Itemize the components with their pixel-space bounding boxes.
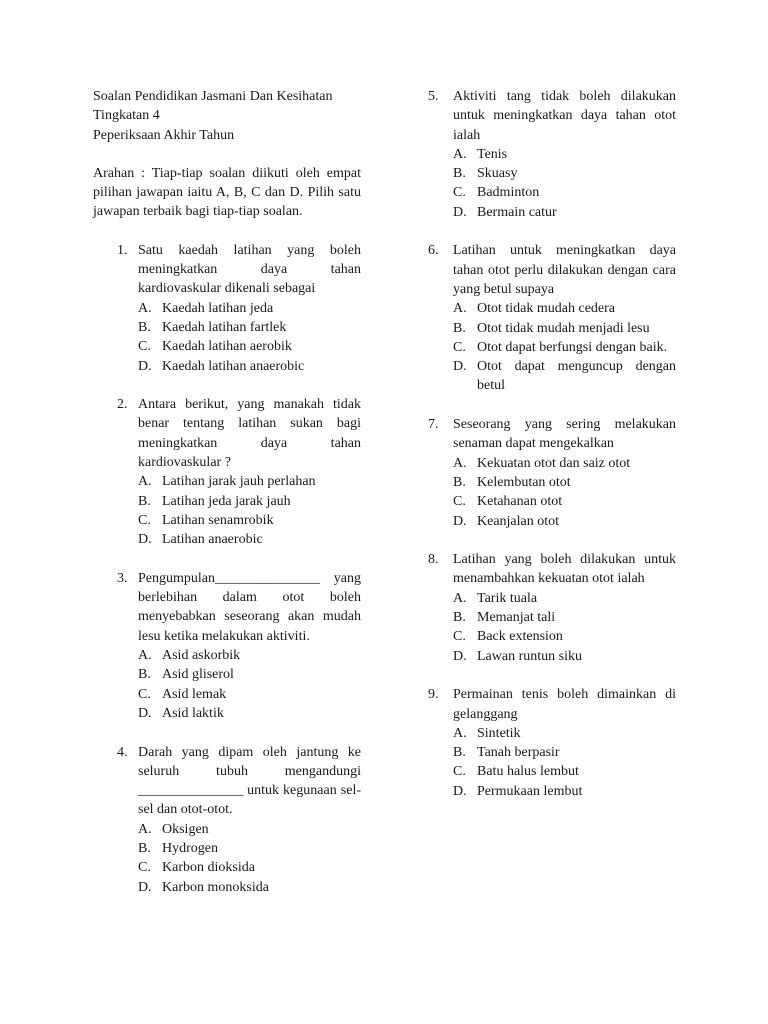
question-text: Pengumpulan_______________ yang berlebihan dalam otot boleh menyebabkan seseorang akan mudah lesu ketika melakukan aktiviti. bbox=[138, 570, 361, 644]
option-d[interactable] bbox=[138, 878, 361, 897]
option-letter: D. bbox=[453, 513, 467, 529]
option-text: Back extension bbox=[477, 629, 563, 645]
option-c[interactable] bbox=[138, 511, 361, 530]
question-text: Permainan tenis boleh dimainkan di gelanggang bbox=[453, 687, 676, 722]
option-letter: C. bbox=[453, 339, 466, 355]
option-letter: A. bbox=[453, 146, 467, 162]
question-text: Seseorang yang sering melakukan senaman dapat mengekalkan bbox=[453, 417, 676, 452]
question-number: 4. bbox=[117, 744, 128, 760]
option-list bbox=[138, 820, 361, 897]
option-b[interactable] bbox=[138, 492, 361, 511]
option-list bbox=[453, 589, 676, 666]
option-d[interactable] bbox=[138, 704, 361, 723]
option-letter: D. bbox=[138, 358, 152, 374]
question-text: Aktiviti tang tidak boleh dilakukan untuk meningkatkan daya tahan otot ialah bbox=[453, 89, 676, 143]
option-d[interactable] bbox=[453, 512, 676, 531]
option-text: Latihan jarak jauh perlahan bbox=[162, 474, 316, 490]
option-text: Kaedah latihan anaerobic bbox=[162, 358, 305, 374]
option-d[interactable] bbox=[453, 782, 676, 801]
option-letter: D. bbox=[453, 204, 467, 220]
option-text: Otot dapat berfungsi dengan baik. bbox=[477, 339, 668, 355]
option-a[interactable] bbox=[138, 299, 361, 318]
question-text: Satu kaedah latihan yang boleh meningkatkan daya tahan kardiovaskular dikenali sebagai bbox=[138, 242, 361, 297]
option-d[interactable] bbox=[453, 647, 676, 666]
option-letter: B. bbox=[453, 166, 466, 182]
option-letter: C. bbox=[138, 512, 151, 528]
option-list bbox=[138, 299, 361, 376]
option-text: Kelembutan otot bbox=[477, 474, 571, 490]
option-letter: D. bbox=[453, 648, 467, 664]
option-list bbox=[453, 145, 676, 222]
option-b[interactable] bbox=[453, 319, 676, 338]
option-text: Badminton bbox=[477, 185, 540, 201]
question-number: 3. bbox=[117, 570, 128, 586]
option-letter: C. bbox=[453, 629, 466, 645]
option-d[interactable] bbox=[138, 357, 361, 376]
question-6 bbox=[428, 241, 676, 395]
option-c[interactable] bbox=[138, 337, 361, 356]
option-text: Tarik tuala bbox=[477, 590, 538, 606]
option-text: Latihan jeda jarak jauh bbox=[162, 493, 291, 509]
option-a[interactable] bbox=[453, 145, 676, 164]
option-letter: D. bbox=[138, 705, 152, 721]
option-letter: A. bbox=[138, 300, 152, 316]
option-c[interactable] bbox=[453, 762, 676, 781]
option-letter: B. bbox=[138, 493, 151, 509]
option-text: Bermain catur bbox=[477, 204, 557, 220]
option-letter: B. bbox=[138, 667, 151, 683]
option-text: Batu halus lembut bbox=[477, 764, 579, 780]
option-text: Otot tidak mudah menjadi lesu bbox=[477, 320, 650, 336]
option-a[interactable] bbox=[453, 454, 676, 473]
option-a[interactable] bbox=[138, 820, 361, 839]
option-text: Asid askorbik bbox=[162, 648, 241, 664]
question-5 bbox=[428, 87, 676, 222]
question-number: 6. bbox=[428, 243, 439, 259]
option-letter: C. bbox=[453, 494, 466, 510]
form-level: Tingkatan 4 bbox=[93, 108, 160, 124]
option-letter: A. bbox=[138, 474, 152, 490]
option-text: Karbon monoksida bbox=[162, 879, 269, 895]
option-text: Memanjat tali bbox=[477, 610, 556, 626]
option-letter: C. bbox=[138, 686, 151, 702]
question-8 bbox=[428, 550, 676, 666]
option-text: Ketahanan otot bbox=[477, 494, 563, 510]
question-number: 2. bbox=[117, 397, 128, 413]
option-text: Kaedah latihan jeda bbox=[162, 300, 274, 316]
option-b[interactable] bbox=[138, 665, 361, 684]
option-a[interactable] bbox=[138, 472, 361, 491]
option-text: Skuasy bbox=[477, 166, 518, 182]
option-b[interactable] bbox=[138, 839, 361, 858]
option-letter: B. bbox=[138, 840, 151, 856]
option-c[interactable] bbox=[453, 627, 676, 646]
option-text: Hydrogen bbox=[162, 840, 218, 856]
right-column bbox=[428, 87, 676, 820]
option-text: Latihan senamrobik bbox=[162, 512, 274, 528]
question-text: Latihan untuk meningkatkan daya tahan otot perlu dilakukan dengan cara yang betul supaya bbox=[453, 243, 676, 297]
question-number: 8. bbox=[428, 552, 439, 568]
option-letter: B. bbox=[453, 610, 466, 626]
option-letter: A. bbox=[138, 821, 152, 837]
document-header bbox=[93, 87, 361, 145]
option-a[interactable] bbox=[453, 589, 676, 608]
option-letter: D. bbox=[453, 783, 467, 799]
question-number: 5. bbox=[428, 89, 439, 104]
option-text: Permukaan lembut bbox=[477, 783, 583, 799]
option-text: Tenis bbox=[477, 146, 508, 162]
question-text: Latihan yang boleh dilakukan untuk menambahkan kekuatan otot ialah bbox=[453, 552, 676, 587]
option-text: Kaedah latihan fartlek bbox=[162, 319, 287, 335]
option-c[interactable] bbox=[138, 858, 361, 877]
question-2 bbox=[93, 395, 361, 549]
option-c[interactable] bbox=[453, 338, 676, 357]
option-text: Latihan anaerobic bbox=[162, 532, 263, 548]
exam-name: Peperiksaan Akhir Tahun bbox=[93, 127, 235, 143]
question-text: Antara berikut, yang manakah tidak benar tentang latihan sukan bagi meningkatkan daya tahan kardiovaskular ? bbox=[138, 397, 361, 471]
option-d[interactable] bbox=[138, 530, 361, 549]
option-b[interactable] bbox=[453, 164, 676, 183]
option-text: Asid gliserol bbox=[162, 667, 234, 683]
option-list bbox=[453, 724, 676, 801]
question-3 bbox=[93, 569, 361, 723]
option-d[interactable] bbox=[453, 203, 676, 222]
option-text: Otot dapat menguncup dengan betul bbox=[477, 359, 676, 394]
option-b[interactable] bbox=[453, 743, 676, 762]
option-letter: A. bbox=[138, 648, 152, 664]
option-list bbox=[138, 472, 361, 549]
option-c[interactable] bbox=[453, 492, 676, 511]
option-list bbox=[453, 299, 676, 395]
option-letter: C. bbox=[138, 339, 151, 355]
option-text: Tanah berpasir bbox=[477, 745, 560, 761]
option-letter: C. bbox=[453, 764, 466, 780]
option-letter: A. bbox=[453, 590, 467, 606]
option-text: Asid laktik bbox=[162, 705, 224, 721]
document-title: Soalan Pendidikan Jasmani Dan Kesihatan bbox=[93, 89, 333, 104]
option-letter: B. bbox=[453, 474, 466, 490]
option-text: Karbon dioksida bbox=[162, 860, 255, 876]
option-letter: A. bbox=[453, 455, 467, 471]
option-a[interactable] bbox=[453, 299, 676, 318]
left-column bbox=[93, 87, 361, 916]
option-b[interactable] bbox=[138, 318, 361, 337]
option-letter: D. bbox=[138, 532, 152, 548]
question-7 bbox=[428, 415, 676, 531]
question-number: 1. bbox=[117, 242, 128, 258]
question-number: 7. bbox=[428, 417, 439, 433]
option-text: Kekuatan otot dan saiz otot bbox=[477, 455, 631, 471]
option-letter: C. bbox=[453, 185, 466, 201]
option-c[interactable] bbox=[138, 685, 361, 704]
option-text: Oksigen bbox=[162, 821, 209, 837]
option-d[interactable] bbox=[453, 357, 676, 396]
option-letter: D. bbox=[138, 879, 152, 895]
option-letter: A. bbox=[453, 725, 467, 741]
option-list bbox=[453, 454, 676, 531]
question-9 bbox=[428, 685, 676, 801]
question-number: 9. bbox=[428, 687, 439, 703]
option-text: Otot tidak mudah cedera bbox=[477, 301, 616, 317]
option-letter: B. bbox=[138, 319, 151, 335]
option-text: Lawan runtun siku bbox=[477, 648, 582, 664]
option-text: Asid lemak bbox=[162, 686, 227, 702]
option-text: Kaedah latihan aerobik bbox=[162, 339, 292, 355]
question-4 bbox=[93, 743, 361, 897]
option-b[interactable] bbox=[453, 473, 676, 492]
question-text: Darah yang dipam oleh jantung ke seluruh tubuh mengandungi _______________ untuk kegunaan sel-sel dan otot-otot. bbox=[138, 744, 361, 818]
option-text: Sintetik bbox=[477, 725, 521, 741]
instructions: Arahan : Tiap-tiap soalan diikuti oleh empat pilihan jawapan iaitu A, B, C dan D. Pilih satu jawapan terbaik bagi tiap-tiap soalan. bbox=[93, 165, 361, 220]
option-letter: C. bbox=[138, 860, 151, 876]
option-text: Keanjalan otot bbox=[477, 513, 560, 529]
option-letter: B. bbox=[453, 745, 466, 761]
option-letter: A. bbox=[453, 301, 467, 317]
question-1 bbox=[93, 241, 361, 376]
option-b[interactable] bbox=[453, 608, 676, 627]
option-letter: D. bbox=[453, 359, 467, 375]
option-letter: B. bbox=[453, 320, 466, 336]
option-c[interactable] bbox=[453, 183, 676, 202]
option-list bbox=[138, 646, 361, 723]
option-a[interactable] bbox=[138, 646, 361, 665]
option-a[interactable] bbox=[453, 724, 676, 743]
